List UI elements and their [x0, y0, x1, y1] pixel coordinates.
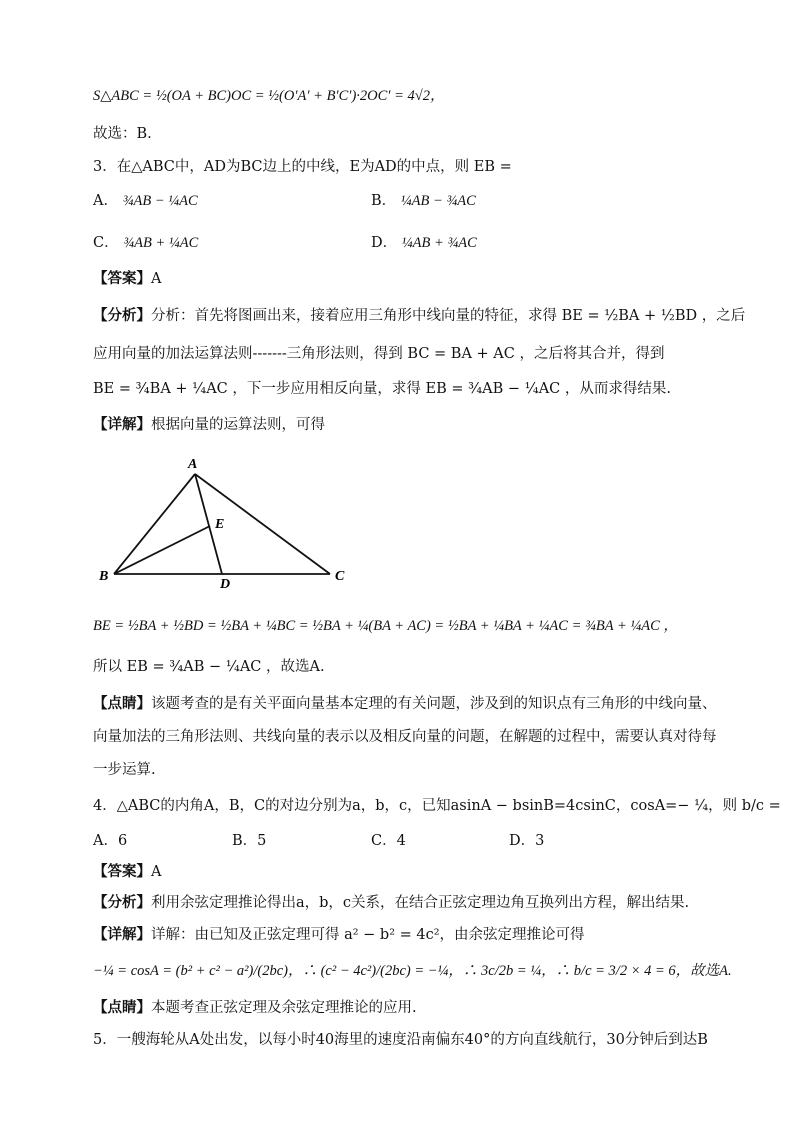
vertex-b-label: B — [99, 569, 109, 584]
q4-comment-tag: 【点睛】 — [93, 999, 151, 1016]
q3-comment-text-1: 该题考查的是有关平面向量基本定理的有关问题，涉及到的知识点有三角形的中线向量、 — [151, 696, 717, 712]
q3-comment-line-3: 一步运算. — [93, 762, 156, 778]
q3-option-d-label: D． — [371, 235, 398, 251]
q3-detail-line-3: 所以 EB = ¾AB − ¼AC ，故选A. — [93, 659, 325, 675]
q3-option-b-label: B． — [371, 193, 397, 209]
q4-detail-line-1 — [93, 925, 708, 945]
q4-comment-line-1 — [93, 998, 708, 1018]
q4-option-c-text: 4 — [396, 833, 406, 849]
q4-comment-text-1: 本题考查正弦定理及余弦定理推论的应用. — [151, 1000, 417, 1016]
q3-detail-text-1: 根据向量的运算法则，可得 — [151, 417, 325, 433]
q3-comment-line-2: 向量加法的三角形法则、共线向量的表示以及相反向量的问题，在解题的过程中，需要认真对待每 — [93, 729, 717, 745]
previous-answer: 故选：B. — [93, 126, 152, 142]
q4-analysis-text-1: 利用余弦定理推论得出a，b，c关系，在结合正弦定理边角互换列出方程，解出结果. — [151, 895, 690, 911]
q3-option-a-label: A． — [93, 193, 118, 209]
q3-option-b — [371, 191, 476, 211]
segment-be — [114, 526, 210, 574]
area-formula: S△ABC = ½(OA + BC)OC = ½(O′A′ + B′C′)·2OC′ = 4√2， — [93, 88, 445, 104]
q4-option-d-label: D． — [509, 833, 536, 849]
q4-option-c-label: C． — [371, 833, 397, 849]
q4-analysis-tag: 【分析】 — [93, 894, 151, 911]
q3-option-c-label: C． — [93, 235, 119, 251]
q4-option-d — [509, 831, 544, 851]
q4-option-a-text: 6 — [117, 833, 128, 849]
q4-option-b-label: B． — [232, 833, 258, 849]
q4-answer — [93, 862, 708, 882]
q3-option-c-text: ¾AB + ¼AC — [123, 235, 199, 251]
point-e-label: E — [215, 517, 225, 532]
q4-stem: 4．△ABC的内角A，B，C的对边分别为a，b，c，已知asinA − bsinB=4csinC，cosA=− ¼，则 b/c = — [93, 798, 781, 814]
q3-option-a-text: ¾AB − ¼AC — [122, 193, 198, 209]
q3-answer — [93, 269, 708, 289]
q4-option-d-text: 3 — [535, 833, 545, 849]
q4-option-a — [93, 831, 127, 851]
q3-option-a — [93, 191, 198, 211]
q3-analysis-line-2: 应用向量的加法运算法则-------三角形法则，得到 BC = BA + AC ，之后将其合并，得到 — [93, 346, 665, 362]
q4-option-b-text: 5 — [257, 833, 267, 849]
q4-detail-line-2: −¼ = cosA = (b² + c² − a²)/(2bc)，∴ (c² − 4c²)/(2bc) = −¼，∴ 3c/2b = ¼，∴ b/c = 3/2 × 4 = 6，故选A. — [93, 963, 732, 979]
q4-detail-text-1: 详解：由已知及正弦定理可得 a² − b² = 4c²，由余弦定理推论可得 — [151, 927, 585, 943]
q4-option-c — [371, 831, 406, 851]
vertex-c-label: C — [335, 569, 345, 584]
q4-answer-tag: 【答案】 — [93, 863, 151, 880]
q3-option-d-text: ¼AB + ¾AC — [401, 235, 477, 251]
q3-option-c — [93, 233, 198, 253]
q3-detail-line-1 — [93, 415, 708, 435]
q4-detail-tag: 【详解】 — [93, 926, 151, 943]
q3-detail-line-2: BE = ½BA + ½BD = ½BA + ¼BC = ½BA + ¼(BA + AC) = ½BA + ¼BA + ¼AC = ¾BA + ¼AC ， — [93, 618, 678, 634]
q3-comment-tag: 【点睛】 — [93, 695, 151, 712]
q3-option-b-text: ¼AB − ¾AC — [400, 193, 476, 209]
segment-ab — [114, 474, 195, 574]
q3-stem: 3．在△ABC中，AD为BC边上的中线，E为AD的中点，则 EB = — [93, 159, 512, 175]
q4-option-b — [232, 831, 266, 851]
q4-option-a-label: A． — [93, 833, 118, 849]
q3-answer-tag: 【答案】 — [93, 270, 151, 287]
vertex-a-label: A — [188, 457, 198, 472]
q3-option-d — [371, 233, 477, 253]
q3-analysis-tag: 【分析】 — [93, 307, 151, 324]
q3-analysis-line-1 — [93, 306, 746, 326]
point-d-label: D — [220, 577, 231, 592]
q3-analysis-line-3: BE = ¾BA + ¼AC ，下一步应用相反向量，求得 EB = ¾AB − ¼AC ，从而求得结果. — [93, 381, 671, 397]
q3-detail-tag: 【详解】 — [93, 416, 151, 433]
q3-answer-value: A — [151, 271, 162, 287]
q4-analysis-line-1 — [93, 893, 708, 913]
q4-answer-value: A — [151, 864, 162, 880]
q5-stem: 5．一艘海轮从A处出发，以每小时40海里的速度沿南偏东40°的方向直线航行，30分钟后到达B — [93, 1032, 708, 1048]
triangle-figure — [90, 448, 360, 596]
q3-analysis-text-1: 分析：首先将图画出来，接着应用三角形中线向量的特征，求得 BE = ½BA + ½BD ，之后 — [151, 308, 746, 324]
q3-comment-line-1 — [93, 694, 717, 714]
